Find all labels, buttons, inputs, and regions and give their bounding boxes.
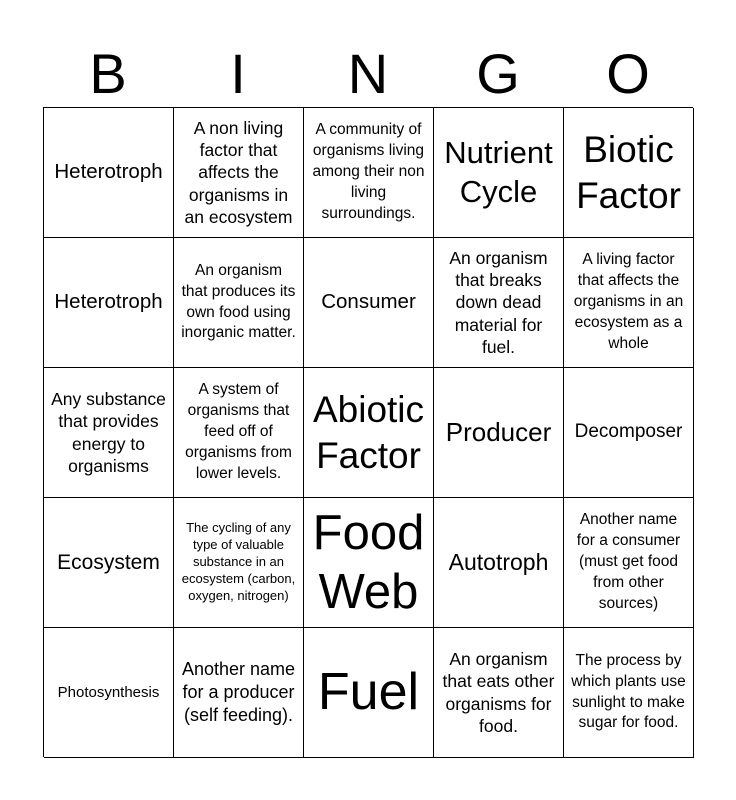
bingo-cell[interactable]: Consumer	[304, 238, 434, 368]
bingo-cell[interactable]: Producer	[434, 368, 564, 498]
bingo-header	[43, 40, 693, 108]
bingo-cell[interactable]: Heterotroph	[44, 238, 174, 368]
bingo-board	[43, 107, 693, 757]
bingo-cell[interactable]: Nutrient Cycle	[434, 108, 564, 238]
bingo-cell[interactable]: An organism that produces its own food using inorganic matter.	[174, 238, 304, 368]
bingo-cell[interactable]: The cycling of any type of valuable substance in an ecosystem (carbon, oxygen, nitrogen)	[174, 498, 304, 628]
bingo-cell[interactable]: Another name for a consumer (must get food from other sources)	[564, 498, 694, 628]
bingo-cell[interactable]: Heterotroph	[44, 108, 174, 238]
bingo-cell[interactable]: The process by which plants use sunlight to make sugar for food.	[564, 628, 694, 758]
bingo-cell[interactable]: Food Web	[304, 498, 434, 628]
bingo-cell[interactable]: A non living factor that affects the organisms in an ecosystem	[174, 108, 304, 238]
bingo-cell[interactable]: An organism that breaks down dead material for fuel.	[434, 238, 564, 368]
bingo-cell[interactable]: Abiotic Factor	[304, 368, 434, 498]
bingo-cell[interactable]: Biotic Factor	[564, 108, 694, 238]
bingo-cell[interactable]: Fuel	[304, 628, 434, 758]
bingo-cell[interactable]: A system of organisms that feed off of organisms from lower levels.	[174, 368, 304, 498]
bingo-cell[interactable]: Decomposer	[564, 368, 694, 498]
bingo-cell[interactable]: Another name for a producer (self feeding).	[174, 628, 304, 758]
bingo-cell[interactable]: Autotroph	[434, 498, 564, 628]
bingo-cell[interactable]: Ecosystem	[44, 498, 174, 628]
bingo-cell[interactable]: A community of organisms living among their non living surroundings.	[304, 108, 434, 238]
header-letter-o: O	[606, 42, 650, 105]
header-letter-g: G	[476, 42, 520, 105]
bingo-cell[interactable]: A living factor that affects the organisms in an ecosystem as a whole	[564, 238, 694, 368]
bingo-cell[interactable]: Any substance that provides energy to organisms	[44, 368, 174, 498]
header-letter-n: N	[347, 42, 389, 105]
header-letter-i: I	[230, 42, 246, 105]
bingo-cell[interactable]: Photosynthesis	[44, 628, 174, 758]
bingo-cell[interactable]: An organism that eats other organisms for food.	[434, 628, 564, 758]
header-letter-b: B	[89, 42, 127, 105]
